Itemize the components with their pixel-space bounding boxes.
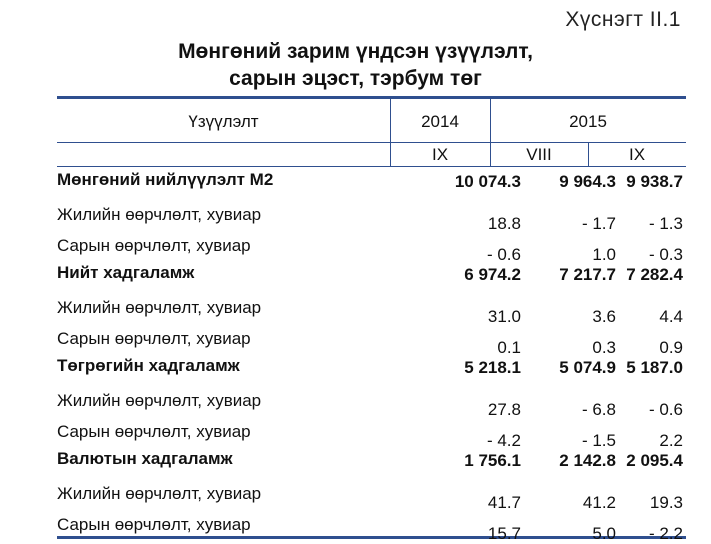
- row-label: Мөнгөний нийлүүлэлт М2: [57, 170, 274, 189]
- cell-2015-viii: 5.0: [592, 524, 616, 543]
- cell-2014-ix: 18.8: [487, 214, 521, 233]
- cell-2015-viii: - 6.8: [581, 400, 616, 419]
- table-row: [57, 418, 686, 449]
- table-row: [57, 170, 686, 201]
- row-label: Валютын хадгаламж: [57, 449, 233, 468]
- table-label: Хүснэгт II.1: [565, 8, 681, 31]
- cell-2015-viii: 1.0: [592, 245, 616, 264]
- cell-2015-viii: 9 964.3: [559, 172, 616, 191]
- row-label: Сарын өөрчлөлт, хувиар: [57, 329, 251, 348]
- table-row: [57, 387, 686, 418]
- table-title-line-2: сарын эцэст, тэрбум төг: [229, 67, 482, 90]
- table-row: [57, 480, 686, 511]
- row-label: Жилийн өөрчлөлт, хувиар: [57, 205, 262, 224]
- table-row: [57, 294, 686, 325]
- cell-2015-ix: 0.9: [659, 338, 683, 357]
- row-label: Сарын өөрчлөлт, хувиар: [57, 236, 251, 255]
- cell-2015-ix: 7 282.4: [626, 265, 683, 284]
- cell-2015-ix: 5 187.0: [626, 358, 683, 377]
- header-bottom-rule: [57, 166, 686, 167]
- cell-2015-ix: - 0.6: [648, 400, 683, 419]
- cell-2015-viii: 41.2: [582, 493, 616, 512]
- cell-2014-ix: 5 218.1: [464, 358, 521, 377]
- row-label: Нийт хадгаламж: [57, 263, 195, 282]
- cell-2015-viii: 0.3: [592, 338, 616, 357]
- header-month-2015-ix: IX: [628, 145, 646, 164]
- cell-2014-ix: 0.1: [497, 338, 521, 357]
- cell-2015-ix: 4.4: [659, 307, 683, 326]
- header-indicator: Үзүүлэлт: [188, 112, 259, 131]
- cell-2015-viii: 7 217.7: [559, 265, 616, 284]
- row-label: Жилийн өөрчлөлт, хувиар: [57, 298, 262, 317]
- row-label: Төгрөгийн хадгаламж: [57, 356, 240, 375]
- table-row: [57, 232, 686, 263]
- cell-2014-ix: 15.7: [487, 524, 521, 543]
- row-label: Жилийн өөрчлөлт, хувиар: [57, 391, 262, 410]
- cell-2015-ix: - 1.3: [648, 214, 683, 233]
- table-row: [57, 325, 686, 356]
- cell-2015-viii: - 1.5: [581, 431, 616, 450]
- table-body: [57, 170, 686, 542]
- cell-2014-ix: 31.0: [487, 307, 521, 326]
- cell-2014-ix: 6 974.2: [464, 265, 521, 284]
- row-label: Жилийн өөрчлөлт, хувиар: [57, 484, 262, 503]
- cell-2014-ix: 41.7: [487, 493, 521, 512]
- table-row: [57, 356, 686, 387]
- cell-2015-ix: - 2.2: [648, 524, 683, 543]
- row-label: Сарын өөрчлөлт, хувиар: [57, 515, 251, 534]
- cell-2014-ix: 1 756.1: [464, 451, 521, 470]
- table-title-line-1: Мөнгөний зарим үндсэн үзүүлэлт,: [178, 40, 533, 63]
- header-year-2014: 2014: [421, 112, 459, 131]
- cell-2015-ix: - 0.3: [648, 245, 683, 264]
- cell-2015-viii: 5 074.9: [559, 358, 616, 377]
- cell-2015-ix: 9 938.7: [626, 172, 683, 191]
- cell-2014-ix: - 0.6: [486, 245, 521, 264]
- table-row: [57, 449, 686, 480]
- cell-2015-ix: 2 095.4: [626, 451, 683, 470]
- header-year-2015: 2015: [569, 112, 607, 131]
- cell-2015-viii: 3.6: [592, 307, 616, 326]
- header-month-2015-viii: VIII: [526, 145, 552, 164]
- row-label: Сарын өөрчлөлт, хувиар: [57, 422, 251, 441]
- cell-2014-ix: - 4.2: [486, 431, 521, 450]
- header-mid-rule: [57, 142, 686, 143]
- cell-2015-viii: - 1.7: [581, 214, 616, 233]
- cell-2015-ix: 2.2: [659, 431, 683, 450]
- table-row: [57, 511, 686, 542]
- table-row: [57, 201, 686, 232]
- cell-2015-ix: 19.3: [649, 493, 683, 512]
- table-row: [57, 263, 686, 294]
- cell-2015-viii: 2 142.8: [559, 451, 616, 470]
- cell-2014-ix: 27.8: [487, 400, 521, 419]
- header-month-2014-ix: IX: [431, 145, 449, 164]
- cell-2014-ix: 10 074.3: [454, 172, 521, 191]
- table-top-rule: [57, 96, 686, 99]
